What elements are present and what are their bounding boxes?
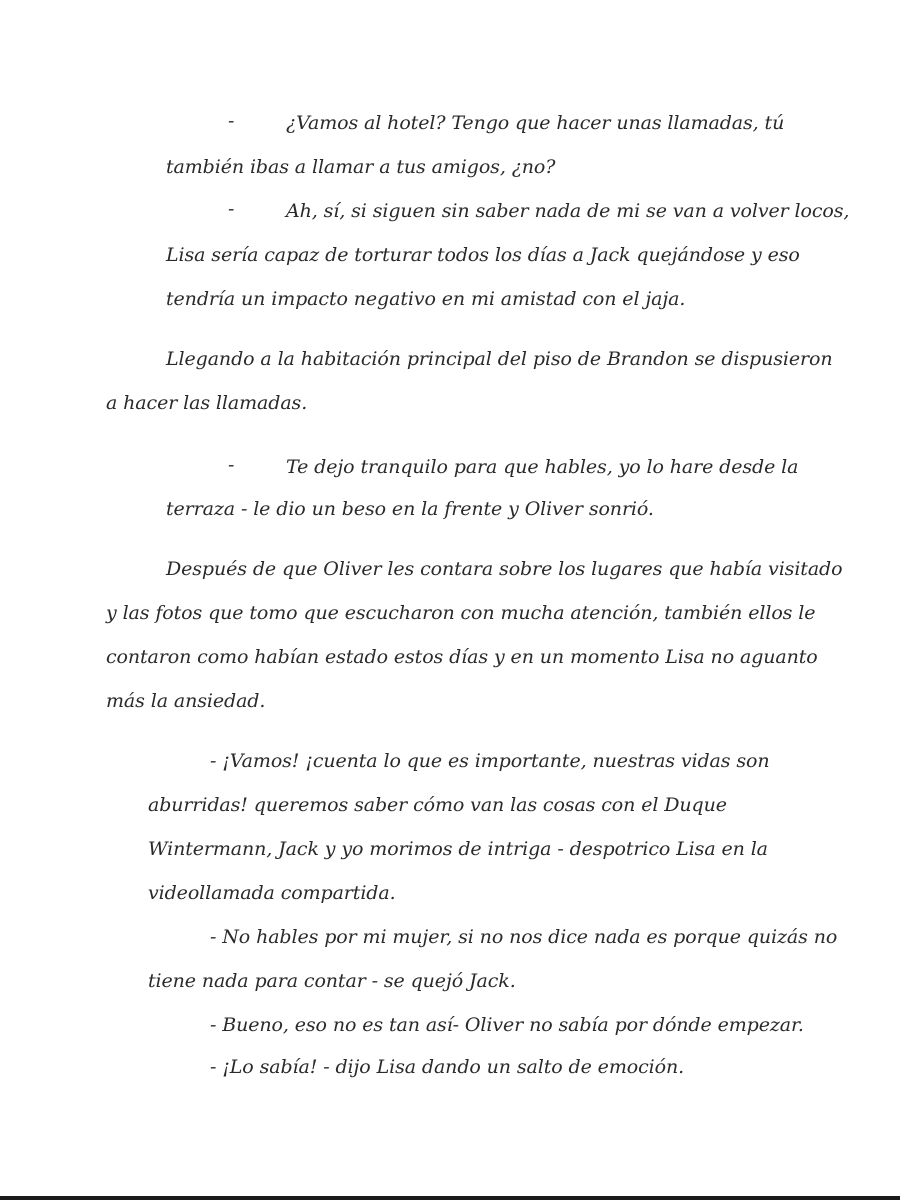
bottom-border: [0, 1196, 900, 1200]
text-line: - ¡Lo sabía! - dijo Lisa dando un salto de emoción.: [210, 1056, 685, 1078]
text-line: contaron como habían estado estos días y en un momento Lisa no aguanto: [106, 646, 818, 668]
text-line: - No hables por mi mujer, si no nos dice nada es porque quizás no: [210, 926, 838, 948]
text-line: videollamada compartida.: [148, 882, 396, 904]
text-line: también ibas a llamar a tus amigos, ¿no?: [166, 156, 556, 178]
text-line: Lisa sería capaz de torturar todos los días a Jack quejándose y eso: [166, 244, 800, 266]
text-line: terraza - le dio un beso en la frente y Oliver sonrió.: [166, 498, 654, 520]
dialogue-dash: -: [228, 454, 235, 476]
text-line: aburridas! queremos saber cómo van las cosas con el Duque: [148, 794, 727, 816]
text-line: Te dejo tranquilo para que hables, yo lo hare desde la: [286, 456, 799, 478]
dialogue-dash: -: [228, 198, 235, 220]
text-line: Ah, sí, si siguen sin saber nada de mi se van a volver locos,: [286, 200, 850, 222]
text-line: - Bueno, eso no es tan así- Oliver no sabía por dónde empezar.: [210, 1014, 804, 1036]
text-line: Después de que Oliver les contara sobre los lugares que había visitado: [166, 558, 843, 580]
text-line: tendría un impacto negativo en mi amistad con el jaja.: [166, 288, 686, 310]
text-line: ¿Vamos al hotel? Tengo que hacer unas llamadas, tú: [286, 112, 785, 134]
text-line: y las fotos que tomo que escucharon con mucha atención, también ellos le: [106, 602, 816, 624]
text-line: más la ansiedad.: [106, 690, 266, 712]
text-line: Wintermann, Jack y yo morimos de intriga - despotrico Lisa en la: [148, 838, 768, 860]
text-line: tiene nada para contar - se quejó Jack.: [148, 970, 516, 992]
text-line: Llegando a la habitación principal del piso de Brandon se dispusieron: [166, 348, 833, 370]
dialogue-dash: -: [228, 110, 235, 132]
text-line: a hacer las llamadas.: [106, 392, 308, 414]
text-line: - ¡Vamos! ¡cuenta lo que es importante, nuestras vidas son: [210, 750, 770, 772]
